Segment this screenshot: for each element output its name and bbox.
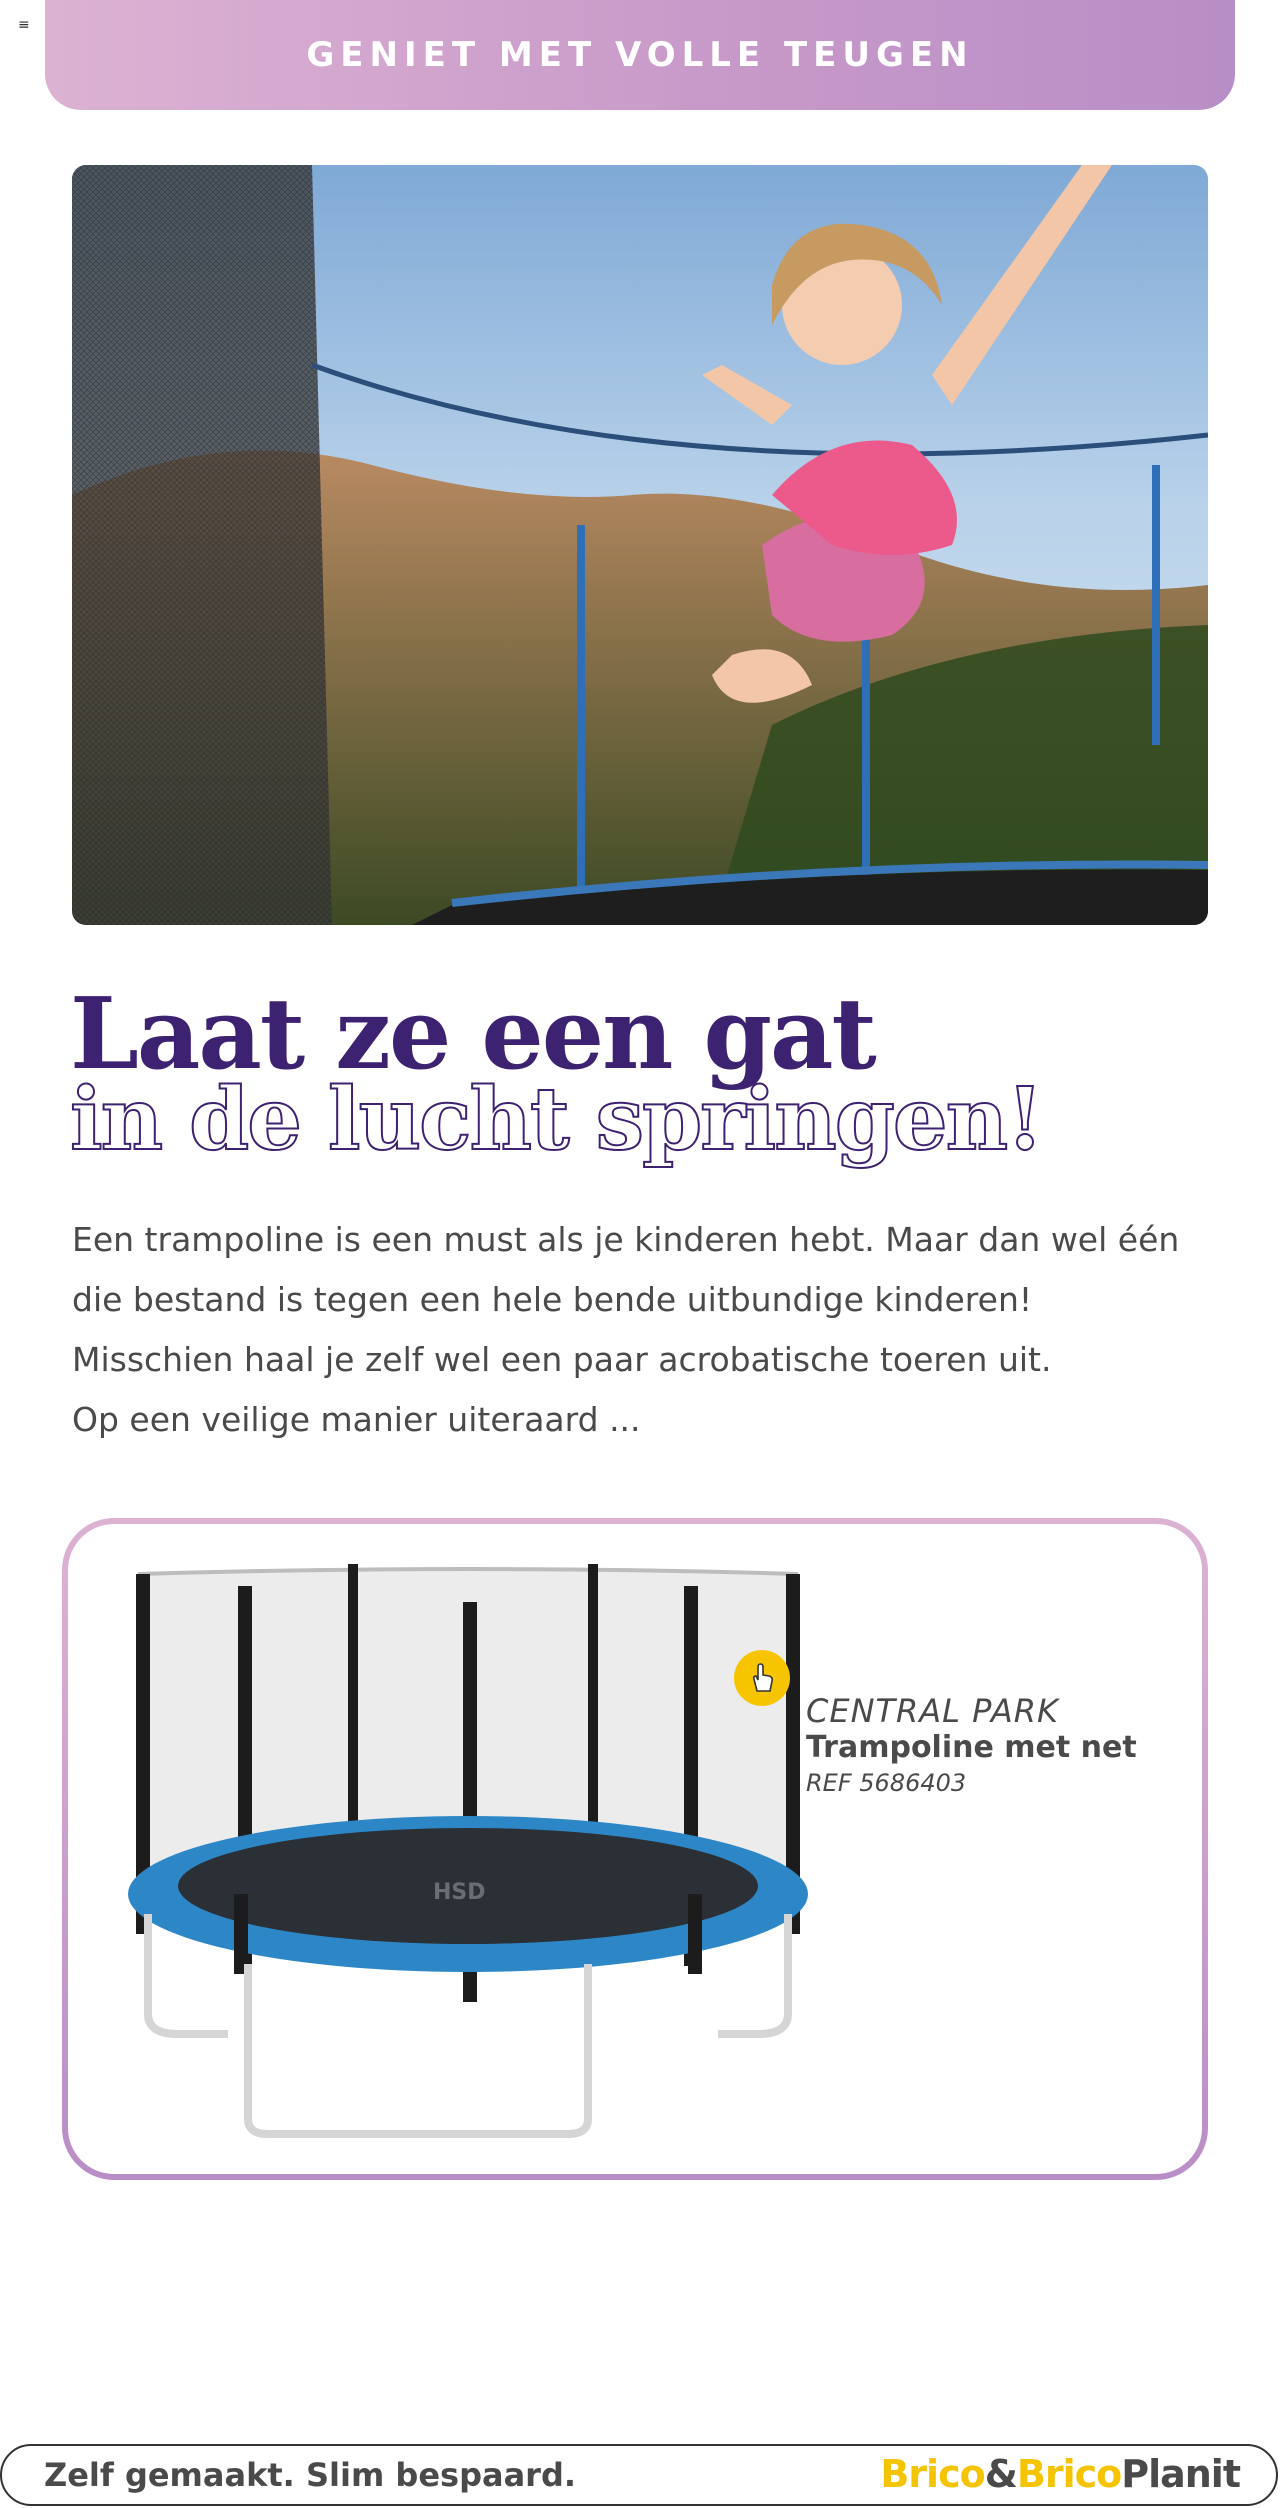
logo-part-brico-1: Brico xyxy=(880,2452,985,2496)
product-info xyxy=(806,1692,1137,1800)
menu-icon[interactable]: ≡ xyxy=(18,17,30,33)
hero-image xyxy=(72,165,1208,925)
product-name[interactable]: Trampoline met net xyxy=(806,1730,1137,1765)
logo-ampersand: & xyxy=(984,2452,1017,2496)
hero-photo xyxy=(72,165,1208,925)
headline-line2: in de lucht springen! xyxy=(70,1069,1042,1170)
product-card-body xyxy=(68,1524,1202,2174)
hand-pointer-icon[interactable] xyxy=(734,1650,790,1706)
intro-line: die bestand is tegen een hele bende uitbundige kinderen! xyxy=(72,1280,1033,1319)
logo-part-brico-2: Brico xyxy=(1016,2452,1122,2496)
top-banner xyxy=(45,0,1235,110)
banner-title: GENIET MET VOLLE TEUGEN xyxy=(306,35,974,75)
trampoline-logo: HSD xyxy=(433,1880,486,1905)
product-ref: REF 5686403 xyxy=(806,1769,967,1797)
product-brand: CENTRAL PARK xyxy=(806,1692,1059,1730)
product-card[interactable] xyxy=(62,1518,1208,2180)
intro-line: Misschien haal je zelf wel een paar acrobatische toeren uit. xyxy=(72,1340,1052,1379)
intro-line: Op een veilige manier uiteraard ... xyxy=(72,1400,641,1439)
brico-logo[interactable] xyxy=(880,2452,1240,2496)
intro-line: Een trampoline is een must als je kinderen hebt. Maar dan wel één xyxy=(72,1220,1180,1259)
intro-text xyxy=(72,1210,1232,1450)
headline-line1: Laat ze een gat xyxy=(70,977,875,1092)
logo-part-planit: Planit xyxy=(1121,2452,1240,2496)
trampoline-product-image[interactable] xyxy=(118,1564,818,2144)
footer-bar xyxy=(0,2444,1278,2506)
hand-pointer-glyph xyxy=(745,1661,779,1695)
footer-slogan: Zelf gemaakt. Slim bespaard. xyxy=(44,2456,577,2494)
